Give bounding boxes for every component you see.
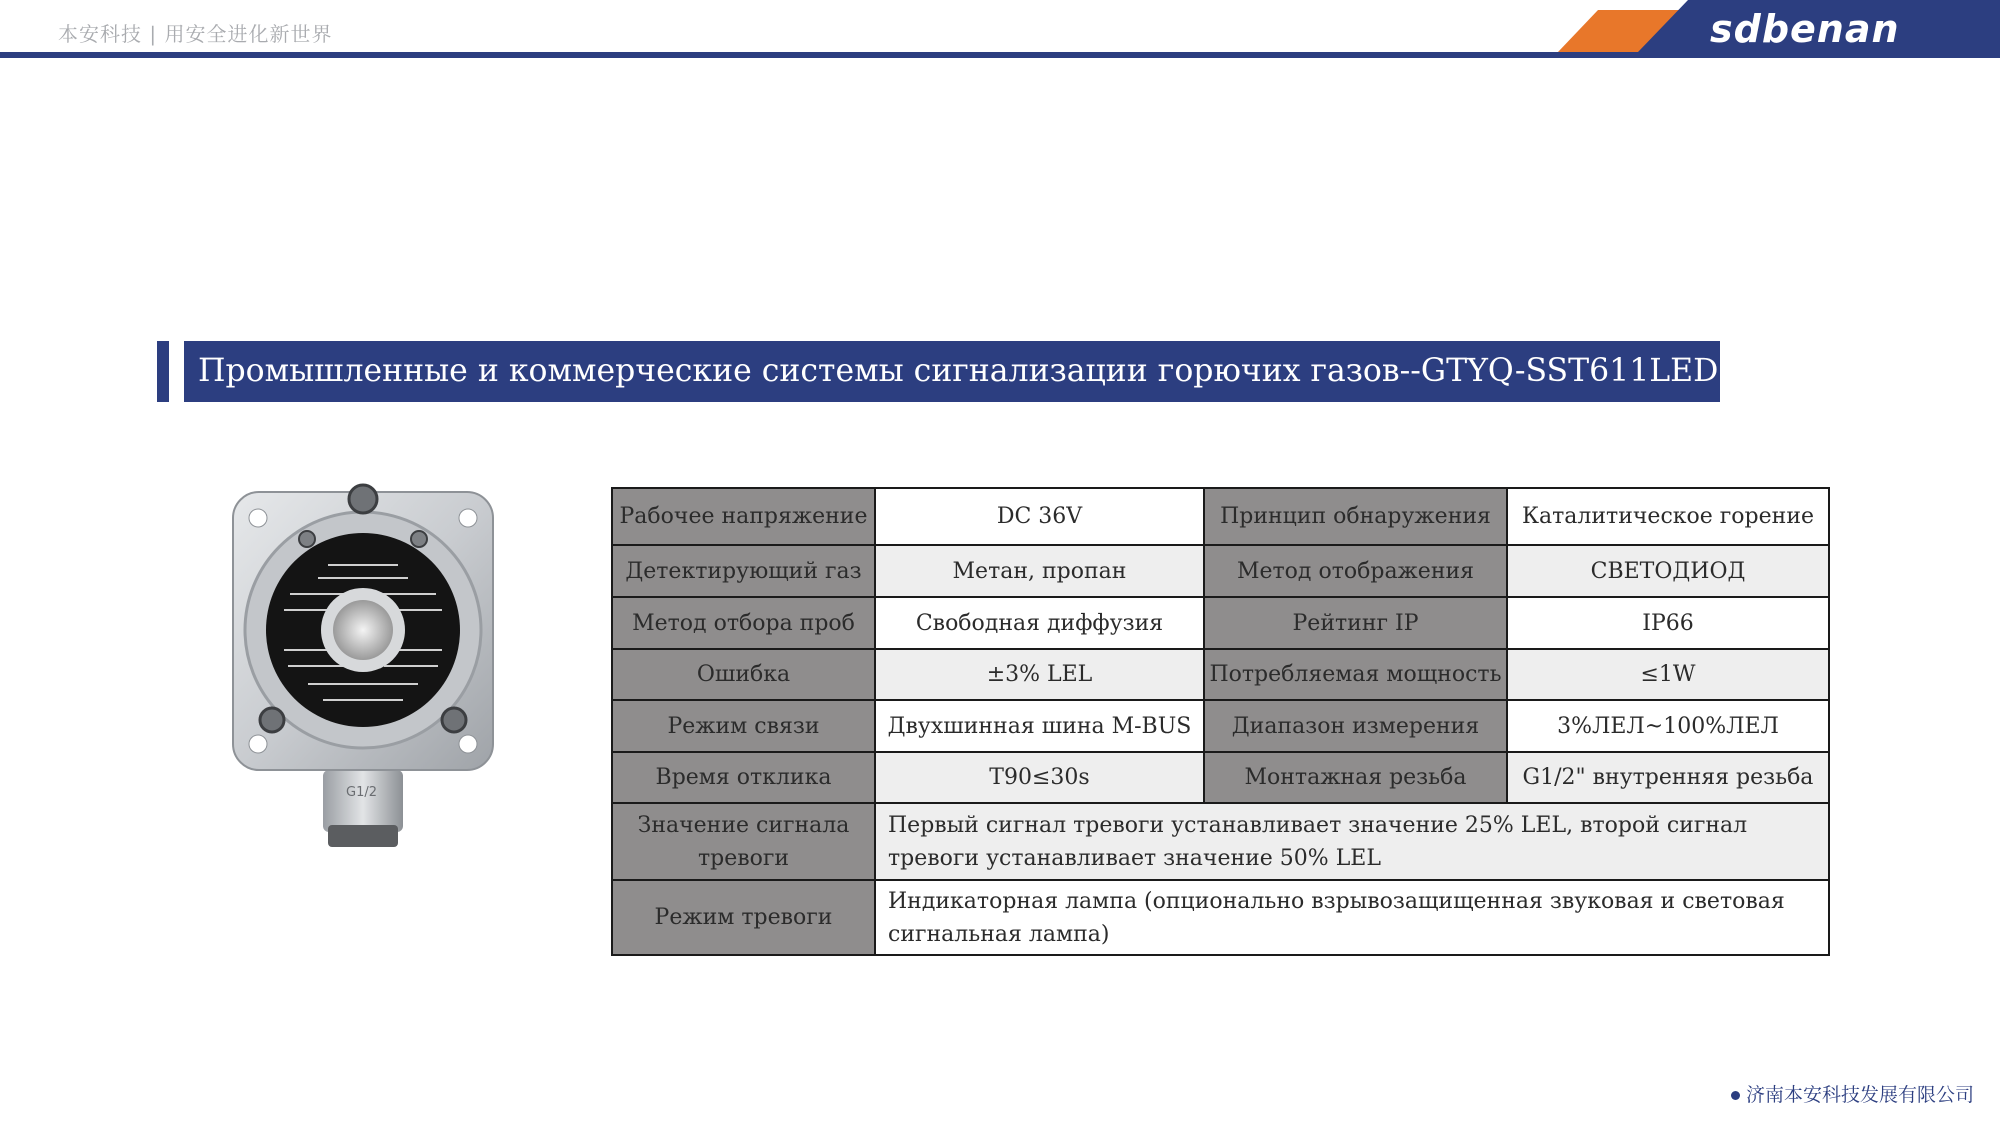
spec-label: Принцип обнаружения xyxy=(1204,488,1507,545)
spec-row-alarm-value xyxy=(612,803,1829,880)
spec-label: Диапазон измерения xyxy=(1204,700,1507,752)
header-tagline: 本安科技 | 用安全进化新世界 xyxy=(58,22,333,46)
spec-label: Метод отбора проб xyxy=(612,597,875,649)
spec-label: Рабочее напряжение xyxy=(612,488,875,545)
mount-hole xyxy=(249,509,267,527)
spec-value: G1/2" внутренняя резьба xyxy=(1507,752,1829,803)
spec-value: Двухшинная шина M-BUS xyxy=(875,700,1204,752)
housing-bolt xyxy=(349,485,377,513)
company-logo: sdbenan xyxy=(1710,7,1900,51)
spec-value: IP66 xyxy=(1507,597,1829,649)
spec-label: Потребляемая мощность xyxy=(1204,649,1507,700)
sensor-mesh xyxy=(333,600,393,660)
mount-hole xyxy=(249,735,267,753)
footer-company xyxy=(1731,1080,1974,1107)
housing-bolt xyxy=(260,708,284,732)
spec-value: Индикаторная лампа (опционально взрывозащищенная звуковая и световая сигнальная лампа) xyxy=(875,880,1829,955)
spec-value: DC 36V xyxy=(875,488,1204,545)
spec-label: Режим тревоги xyxy=(612,880,875,955)
title-accent-bar xyxy=(157,341,169,402)
spec-value: Свободная диффузия xyxy=(875,597,1204,649)
spec-label: Время отклика xyxy=(612,752,875,803)
spec-label: Значение сигнала тревоги xyxy=(612,803,875,880)
spec-row xyxy=(612,752,1829,803)
detector-nut xyxy=(328,825,398,847)
spec-label: Рейтинг IP xyxy=(1204,597,1507,649)
spec-row xyxy=(612,649,1829,700)
footer-company-name: 济南本安科技发展有限公司 xyxy=(1745,1084,1974,1106)
spec-label: Режим связи xyxy=(612,700,875,752)
spec-value: Первый сигнал тревоги устанавливает значение 25% LEL, второй сигнал тревоги устанавливает значение 50% LEL xyxy=(875,803,1829,880)
spec-value: Каталитическое горение xyxy=(1507,488,1829,545)
spec-value: T90≤30s xyxy=(875,752,1204,803)
spec-label: Метод отображения xyxy=(1204,545,1507,597)
housing-bolt xyxy=(411,531,427,547)
housing-bolt xyxy=(442,708,466,732)
gas-detector-image xyxy=(228,470,498,860)
mount-hole xyxy=(459,735,477,753)
spec-row xyxy=(612,700,1829,752)
spec-label: Ошибка xyxy=(612,649,875,700)
spec-row-alarm-mode xyxy=(612,880,1829,955)
header xyxy=(0,0,2000,60)
housing-bolt xyxy=(299,531,315,547)
spec-value: ±3% LEL xyxy=(875,649,1204,700)
spec-label: Детектирующий газ xyxy=(612,545,875,597)
spec-table xyxy=(611,487,1830,956)
logo-band xyxy=(0,0,2000,60)
title-banner xyxy=(184,341,1753,402)
spec-row xyxy=(612,597,1829,649)
spec-value: ≤1W xyxy=(1507,649,1829,700)
spec-label: Монтажная резьба xyxy=(1204,752,1507,803)
detector-pipe xyxy=(323,770,403,832)
detector-thread-label: G1/2 xyxy=(346,785,377,800)
spec-row xyxy=(612,488,1829,545)
mount-hole xyxy=(459,509,477,527)
spec-value: СВЕТОДИОД xyxy=(1507,545,1829,597)
spec-value: 3%ЛЕЛ~100%ЛЕЛ xyxy=(1507,700,1829,752)
page-title: Промышленные и коммерческие системы сигнализации горючих газов--GTYQ-SST611LED-E xyxy=(198,353,1753,389)
footer-bullet-icon xyxy=(1731,1091,1740,1100)
spec-value: Метан, пропан xyxy=(875,545,1204,597)
spec-row xyxy=(612,545,1829,597)
